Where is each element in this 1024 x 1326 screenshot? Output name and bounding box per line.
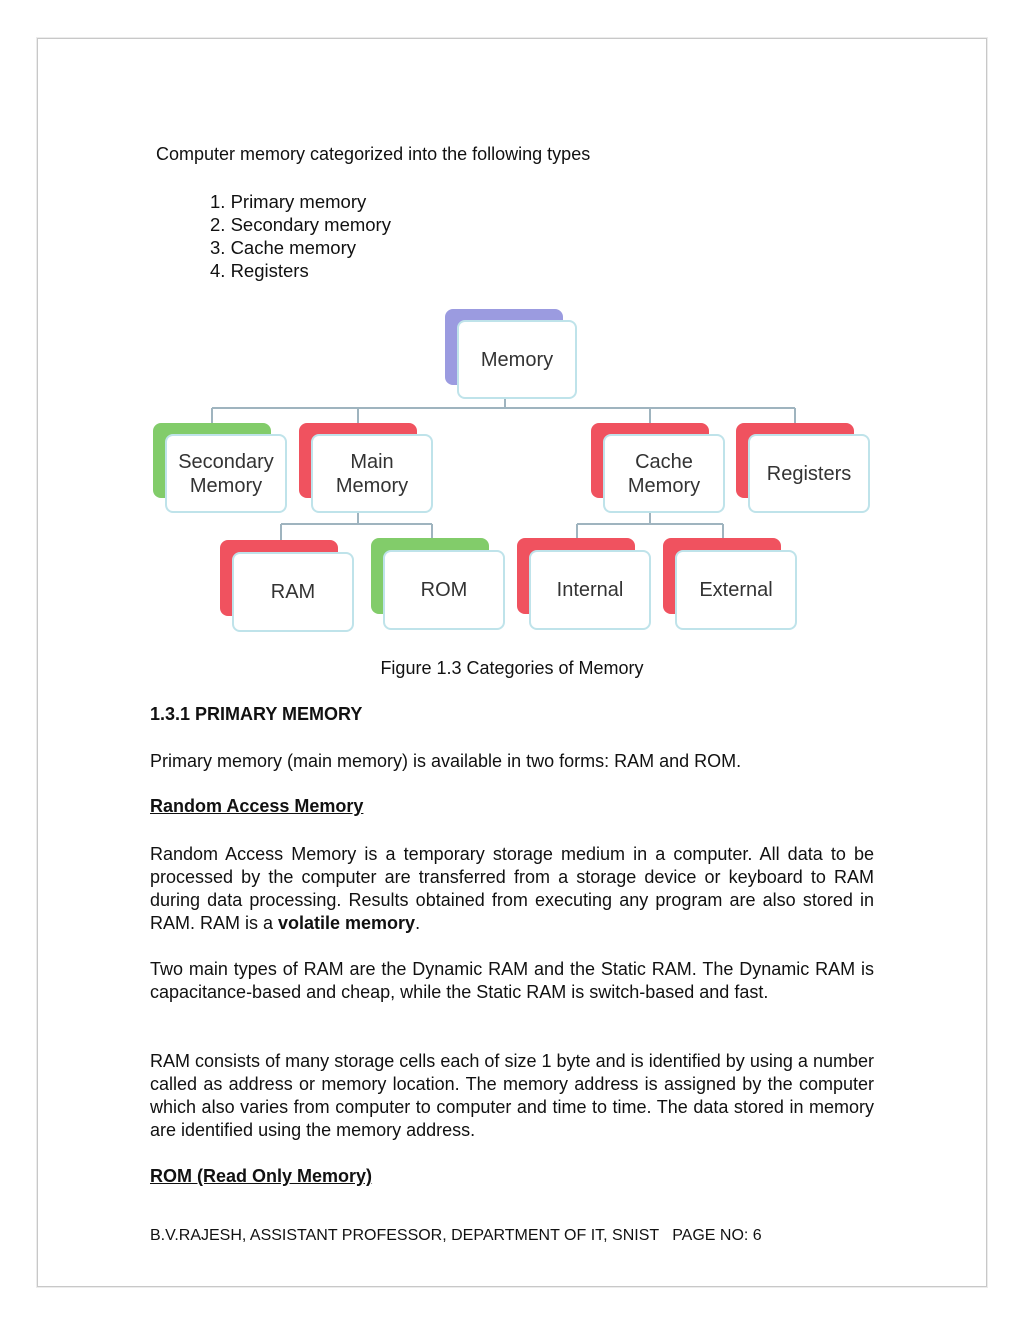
memory-node — [457, 320, 577, 399]
external-node — [675, 550, 797, 630]
primary-intro-paragraph: Primary memory (main memory) is available in two forms: RAM and ROM. — [150, 751, 742, 771]
volatile-memory-term: volatile memory — [278, 913, 416, 933]
ram-paragraph-1-end: . — [415, 913, 421, 933]
memory-categories-diagram — [150, 300, 880, 640]
list-item: 4. Registers — [210, 260, 309, 281]
internal-label: Internal — [556, 579, 624, 601]
secondary-memory-node — [165, 434, 287, 513]
external-label: External — [699, 579, 773, 601]
ram-label: RAM — [270, 581, 316, 603]
main-memory-node — [311, 434, 433, 513]
ram-paragraph-2: Two main types of RAM are the Dynamic RAM and the Static RAM. The Dynamic RAM is capacitance-based and cheap, while the Static RAM is switch-based and fast. — [150, 959, 874, 1002]
ram-paragraph-3: RAM consists of many storage cells each of size 1 byte and is identified by using a number called as address or memory location. The memory address is assigned by the computer which also varies from computer to computer and time to time. The data stored in memory are identified using the memory address. — [150, 1051, 874, 1140]
intro-text: Computer memory categorized into the following types — [156, 144, 591, 164]
cache-label-line2: Memory — [627, 474, 701, 497]
secondary-label-line2: Memory — [189, 474, 263, 497]
ram-node — [232, 552, 354, 632]
page-footer: B.V.RAJESH, ASSISTANT PROFESSOR, DEPARTMENT OF IT, SNIST PAGE NO: 6 — [150, 1227, 762, 1244]
list-item: 3. Cache memory — [210, 237, 356, 258]
secondary-label-line1: Secondary — [178, 450, 274, 473]
ram-heading: Random Access Memory — [150, 796, 364, 816]
ram-paragraph-1-text: Random Access Memory is a temporary storage medium in a computer. All data to be processed by the computer are transferred from a storage device or keyboard to RAM during data processing. Results obtained from executing any program are also stored in RAM. RAM is a — [150, 844, 874, 933]
list-item: 1. Primary memory — [210, 191, 367, 212]
ram-paragraph-1 — [150, 843, 874, 935]
cache-memory-node — [603, 434, 725, 513]
memory-types-list — [210, 190, 391, 282]
figure-caption: Figure 1.3 Categories of Memory — [380, 658, 644, 678]
internal-node — [529, 550, 651, 630]
rom-heading: ROM (Read Only Memory) — [150, 1166, 373, 1186]
section-heading: 1.3.1 PRIMARY MEMORY — [150, 704, 363, 724]
registers-node — [748, 434, 870, 513]
memory-node-label: Memory — [480, 348, 554, 371]
main-label-line1: Main — [350, 450, 394, 473]
rom-label: ROM — [420, 579, 468, 601]
list-item: 2. Secondary memory — [210, 214, 391, 235]
rom-node — [383, 550, 505, 630]
main-label-line2: Memory — [335, 474, 409, 497]
registers-label: Registers — [766, 462, 852, 485]
cache-label-line1: Cache — [635, 450, 693, 473]
